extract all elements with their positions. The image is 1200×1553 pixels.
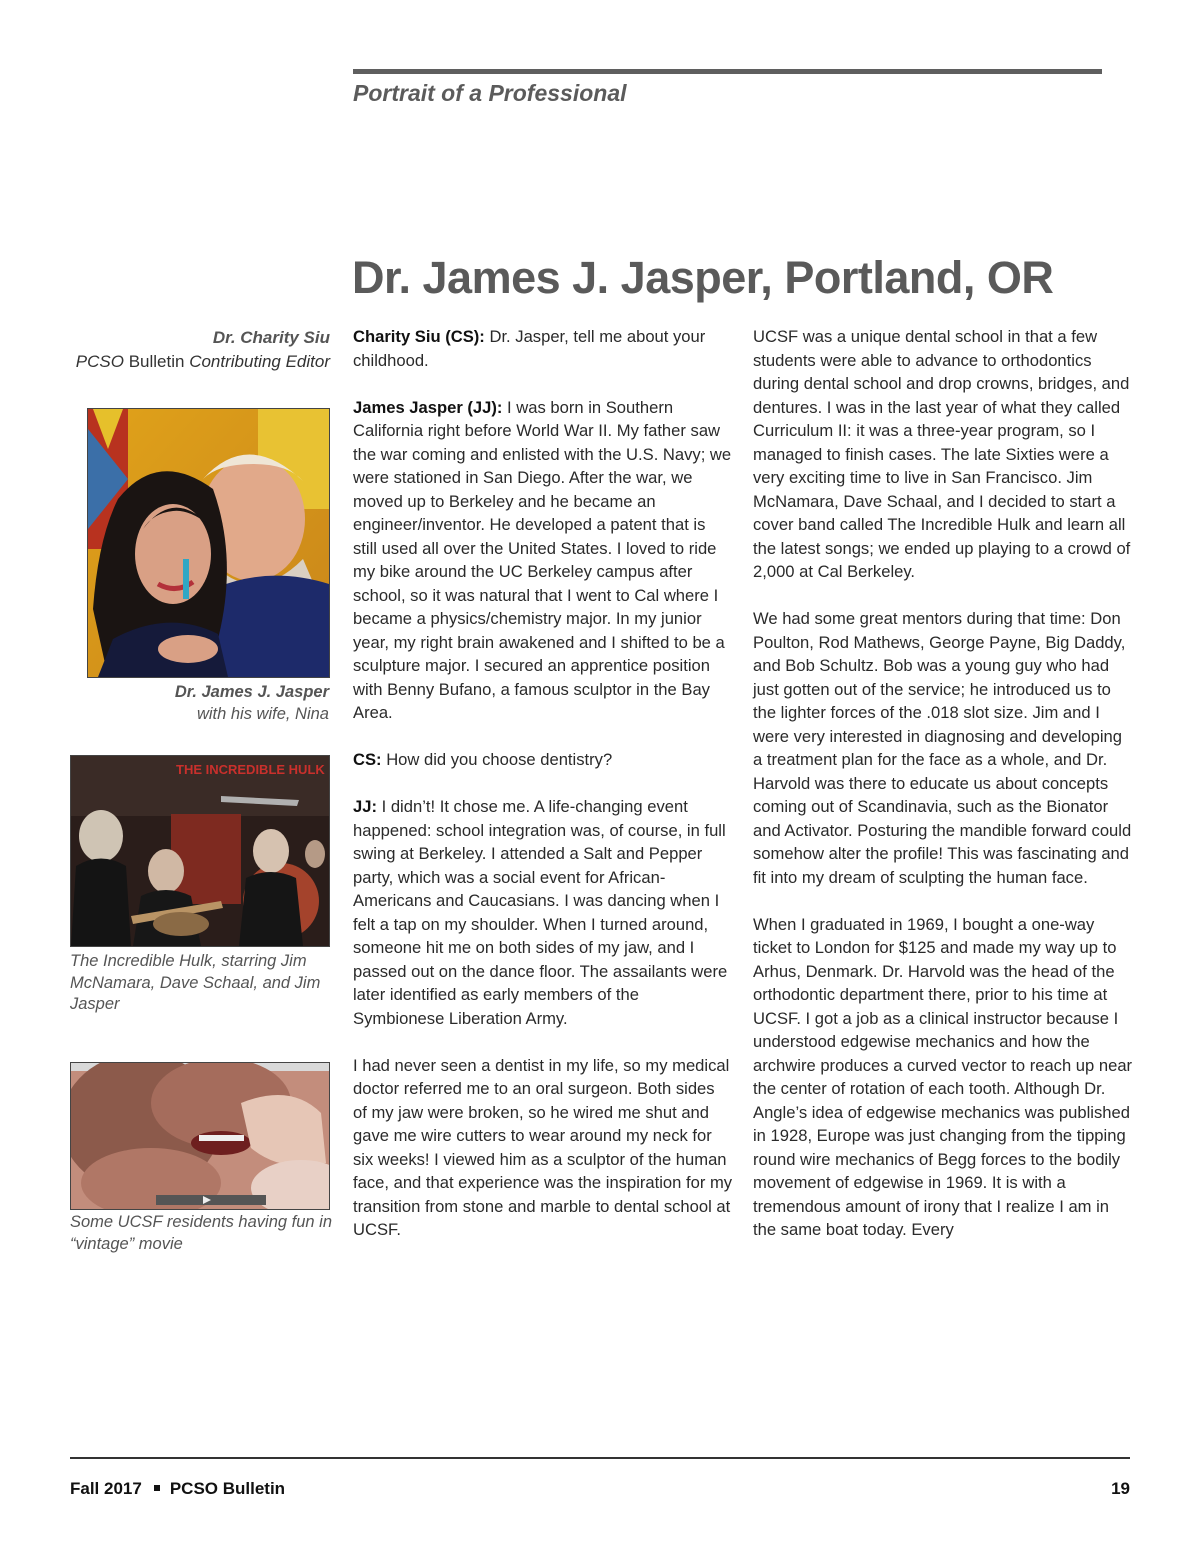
page-number: 19	[1111, 1479, 1130, 1498]
paragraph: James Jasper (JJ): I was born in Southern California right before World War II. My father saw the war coming and enlisted with the U.S. Navy; we were stationed in San Diego. After the war, we moved up to Berkeley and he became an engineer/inventor. He developed a patent that is still used all over the United States. I loved to ride my bike around the UC Berkeley campus after school, so it was natural that I went to Cal where I became a physics/chemistry major. In my junior year, my right brain awakened and I shifted to be a sculpture major. I secured an apprentice position with Benny Bufano, a famous sculptor in the Bay Area.	[353, 397, 732, 722]
photo-movie	[70, 1062, 330, 1210]
author-role: PCSO Bulletin Contributing Editor	[75, 351, 330, 371]
paragraph: CS: How did you choose dentistry?	[353, 750, 613, 769]
article-column-2	[753, 325, 1133, 1265]
section-label: Portrait of a Professional	[353, 80, 627, 106]
couple-photo-image	[88, 409, 329, 677]
photo-band	[70, 755, 330, 947]
author-name: Dr. Charity Siu	[212, 328, 330, 347]
paragraph: JJ: I didn’t! It chose me. A life-changing event happened: school integration was, of course, in full swing at Berkeley. I attended a Salt and Pepper party, which was a social event for African-Americans and Caucasians. I was dancing when I felt a tap on my shoulder. When I turned around, someone hit me on both sides of my jaw, and I passed out on the dance floor. The assailants were later identified as early members of the Symbionese Liberation Army.	[353, 797, 728, 1028]
band-poster-text: THE INCREDIBLE HULK	[176, 762, 325, 777]
photo-couple	[87, 408, 330, 678]
band-photo-image	[71, 756, 329, 946]
byline	[76, 326, 330, 373]
paragraph: When I graduated in 1969, I bought a one-way ticket to London for $125 and made my way up to Arhus, Denmark. Dr. Harvold was the head of the orthodontic department there, prior to his time at UCSF. I got a job as a clinical instructor because I understood edgewise mechanics and how the archwire produces a curved vector to reach up near the center of rotation of each tooth. Although Dr. Angle’s idea of edgewise mechanics was published in 1928, Europe was just changing from the tipping round wire mechanics of Begg forces to the bodily movement of edgewise in 1969. It is with a tremendous amount of irony that I realize I am in the same boat today. Every	[753, 914, 1133, 1239]
movie-photo-image	[71, 1063, 329, 1209]
paragraph: UCSF was a unique dental school in that a few students were able to advance to orthodontics during dental school and drop crowns, bridges, and dentures. I was in the last year of what they called Curriculum II: it was a three-year program, so I managed to finish cases. The late Sixties were a very exciting time to live in San Francisco. Jim McNamara, Dave Schaal, and I decided to start a cover band called The Incredible Hulk and learn all the latest songs; we ended up playing to a crowd of 2,000 at Cal Berkeley.	[753, 327, 1131, 581]
caption-movie: Some UCSF residents having fun in “vintage” movie	[70, 1213, 332, 1253]
caption-band: The Incredible Hulk, starring Jim McNamara, Dave Schaal, and Jim Jasper	[70, 952, 321, 1013]
footer-issue: Fall 2017 PCSO Bulletin	[70, 1479, 286, 1498]
page-title: Dr. James J. Jasper, Portland, OR	[352, 252, 1054, 303]
paragraph: I had never seen a dentist in my life, so my medical doctor referred me to an oral surgeon. Both sides of my jaw were broken, so he wired me shut and gave me wire cutters to wear around my neck for six weeks! I viewed him as a sculptor of the human face, and that experience was the inspiration for my transition from stone and marble to dental school at UCSF.	[353, 1055, 733, 1239]
header-rule	[353, 69, 1102, 74]
caption-couple: Dr. James J. Jasper with his wife, Nina	[174, 683, 329, 723]
article-column-1	[353, 325, 733, 1265]
paragraph: We had some great mentors during that time: Don Poulton, Rod Mathews, George Payne, Big Daddy, and Bob Schultz. Bob was a young guy who had just gotten out of the service; he introduced us to the lighter forces of the .018 slot size. Jim and I were very interested in diagnosing and developing a treatment plan for the face as a whole, and Dr. Harvold was there to educate us about concepts coming out of Scandinavia, such as the Bionator and Activator. Posturing the mandible forward could somehow alter the profile! This was fascinating and fit into my dream of sculpting the human face.	[753, 609, 1132, 887]
square-bullet-icon	[154, 1485, 160, 1491]
paragraph: Charity Siu (CS): Dr. Jasper, tell me about your childhood.	[353, 327, 706, 370]
footer-rule	[70, 1457, 1130, 1459]
